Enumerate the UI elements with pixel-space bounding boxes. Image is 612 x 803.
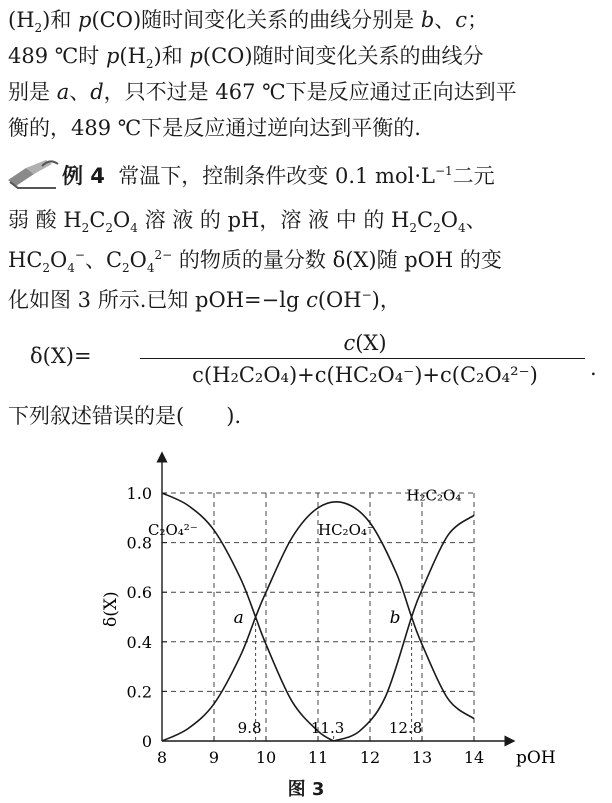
label-hc2o4: HC₂O₄⁻ — [318, 521, 375, 540]
y-tick-label: 0.8 — [126, 533, 152, 553]
text-line-4: 衡的，489 ℃下是反应通过逆向达到平衡的. — [8, 116, 421, 140]
y-tick-label: 1.0 — [126, 484, 152, 503]
x-tick-label: 9 — [208, 748, 220, 767]
example-pen-icon — [6, 158, 60, 190]
example-line-3: $HC_2O_4^-$、$C_2O_4^{2-}$ 的物质的量分数 δ(X)随 pOH 的变 — [8, 248, 502, 276]
label-c2o4: C₂O₄²⁻ — [148, 521, 198, 540]
formula-lhs: δ(X)= — [30, 344, 92, 368]
y-tick-label: 0.4 — [126, 632, 152, 652]
example-line-2: 弱 酸 $H_2C_2O_4$ 溶 液 的 pH，溶 液 中 的 $H_2C_2O_4$、 — [8, 208, 487, 236]
x-tick-label: 8 — [156, 748, 168, 767]
question-line: 下列叙述错误的是( ). — [8, 404, 242, 428]
delta-pOH-chart — [90, 445, 570, 768]
x-tick-label: 14 — [463, 748, 485, 767]
y-tick-label: 0 — [141, 732, 152, 751]
text-line-1: $(H_2)$和 p(CO)随时间变化关系的曲线分别是 b、c； — [8, 8, 489, 36]
x-tick-label: 11 — [307, 748, 329, 767]
formula-period: . — [590, 356, 597, 380]
delta-formula — [30, 328, 597, 398]
y-axis-label: δ(X) — [101, 591, 121, 627]
x-tick-label: 13 — [411, 748, 433, 767]
x-tick-label: 12 — [359, 748, 381, 767]
text-line-3: 别是 a、d，只不过是 467 ℃下是反应通过正向达到平 — [8, 80, 517, 104]
value-label: 11.3 — [310, 719, 345, 737]
figure-caption: 图 3 — [287, 779, 325, 800]
formula-numerator: c(X) — [343, 331, 387, 355]
point-label-b: b — [389, 608, 401, 628]
formula-denominator: c(H₂C₂O₄)+c(HC₂O₄⁻)+c(C₂O₄²⁻) — [192, 363, 538, 387]
y-tick-label: 0.6 — [126, 583, 152, 603]
series-h2c2o4-curve — [334, 515, 474, 741]
y-tick-label: 0.2 — [126, 682, 152, 702]
example-line-4: 化如图 3 所示.已知 pOH=−lg c(OH−)， — [8, 288, 401, 312]
text-line-2: 489 ℃时 $p(H_2)$和 p(CO)随时间变化关系的曲线分 — [8, 44, 484, 72]
example-line-1: 例 4 常温下，控制条件改变 0.1 $mol\cdot L^{-1}$二元 — [62, 164, 495, 188]
label-h2c2o4: H₂C₂O₄ — [406, 486, 462, 505]
point-label-a: a — [233, 608, 244, 628]
x-axis-label: pOH — [516, 748, 556, 768]
chart-labels — [101, 484, 556, 768]
value-label: 12.8 — [388, 719, 423, 737]
x-tick-label: 10 — [255, 748, 277, 767]
example-label: 例 4 — [62, 164, 105, 188]
formula-fraction — [130, 328, 600, 391]
value-label: 9.8 — [237, 719, 262, 737]
